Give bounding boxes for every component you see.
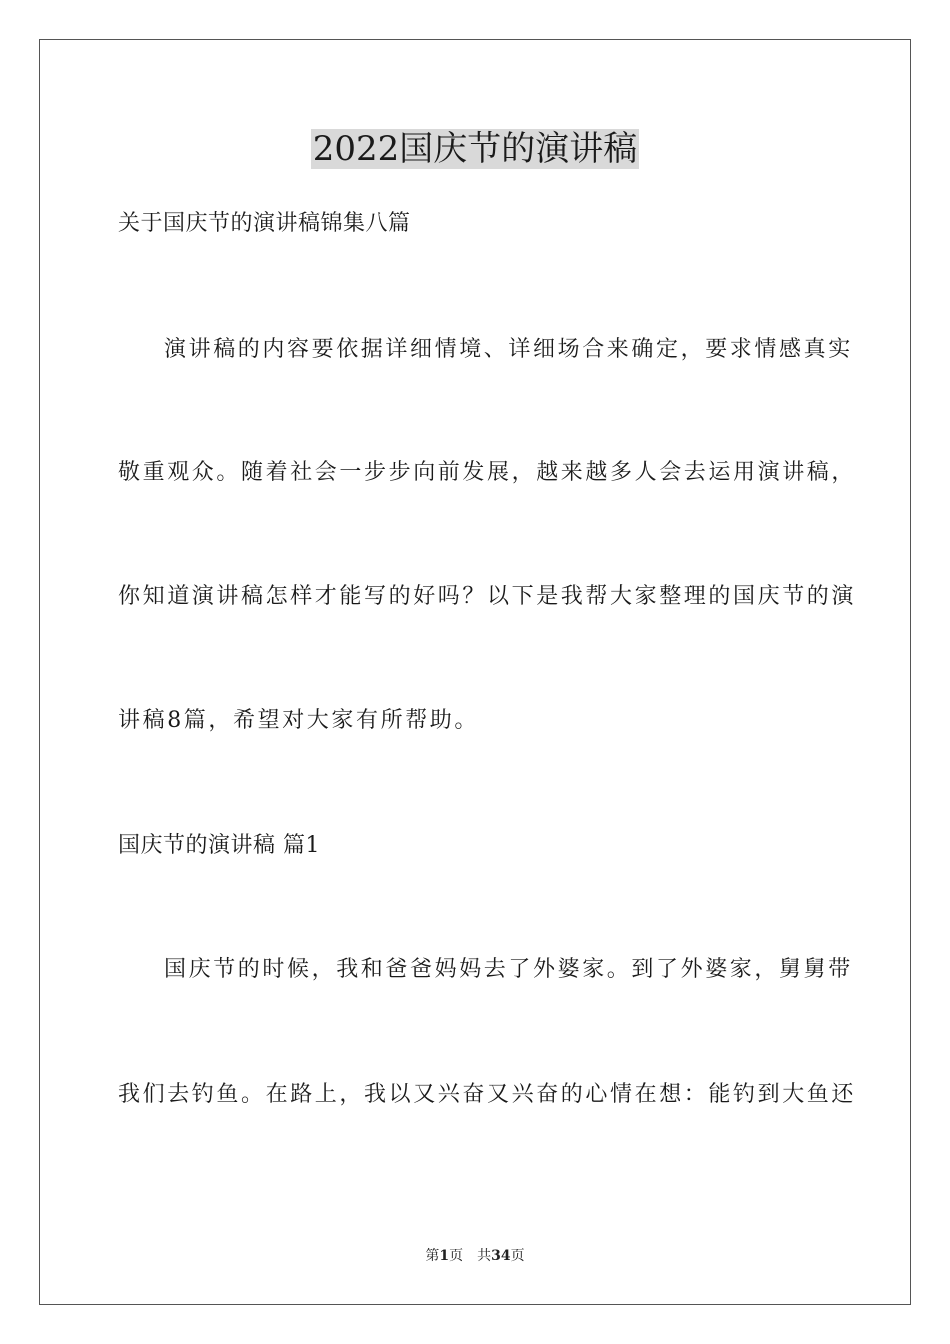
document-title-text: 2022国庆节的演讲稿 xyxy=(312,129,638,169)
intro-paragraph-line: 讲稿8篇，希望对大家有所帮助。 xyxy=(118,708,479,733)
current-page-number: 1 xyxy=(439,1248,450,1264)
total-pages-number: 34 xyxy=(491,1248,511,1264)
section-paragraph-line: 国庆节的时候，我和爸爸妈妈去了外婆家。到了外婆家，舅舅带 xyxy=(164,957,853,982)
document-title xyxy=(0,126,950,172)
section-heading: 国庆节的演讲稿 篇1 xyxy=(118,833,320,858)
document-subtitle: 关于国庆节的演讲稿锦集八篇 xyxy=(118,211,411,236)
total-prefix: 共 xyxy=(477,1248,492,1264)
intro-paragraph-line: 敬重观众。随着社会一步步向前发展，越来越多人会去运用演讲稿， xyxy=(118,460,857,485)
intro-paragraph-line: 演讲稿的内容要依据详细情境、详细场合来确定，要求情感真实 xyxy=(164,337,853,362)
page-suffix: 页 xyxy=(449,1248,464,1264)
page-prefix: 第 xyxy=(425,1248,440,1264)
section-paragraph-line: 我们去钓鱼。在路上，我以又兴奋又兴奋的心情在想：能钓到大鱼还 xyxy=(118,1082,857,1107)
page-footer xyxy=(0,1246,950,1266)
total-suffix: 页 xyxy=(510,1248,525,1264)
intro-paragraph-line: 你知道演讲稿怎样才能写的好吗？以下是我帮大家整理的国庆节的演 xyxy=(118,584,857,609)
